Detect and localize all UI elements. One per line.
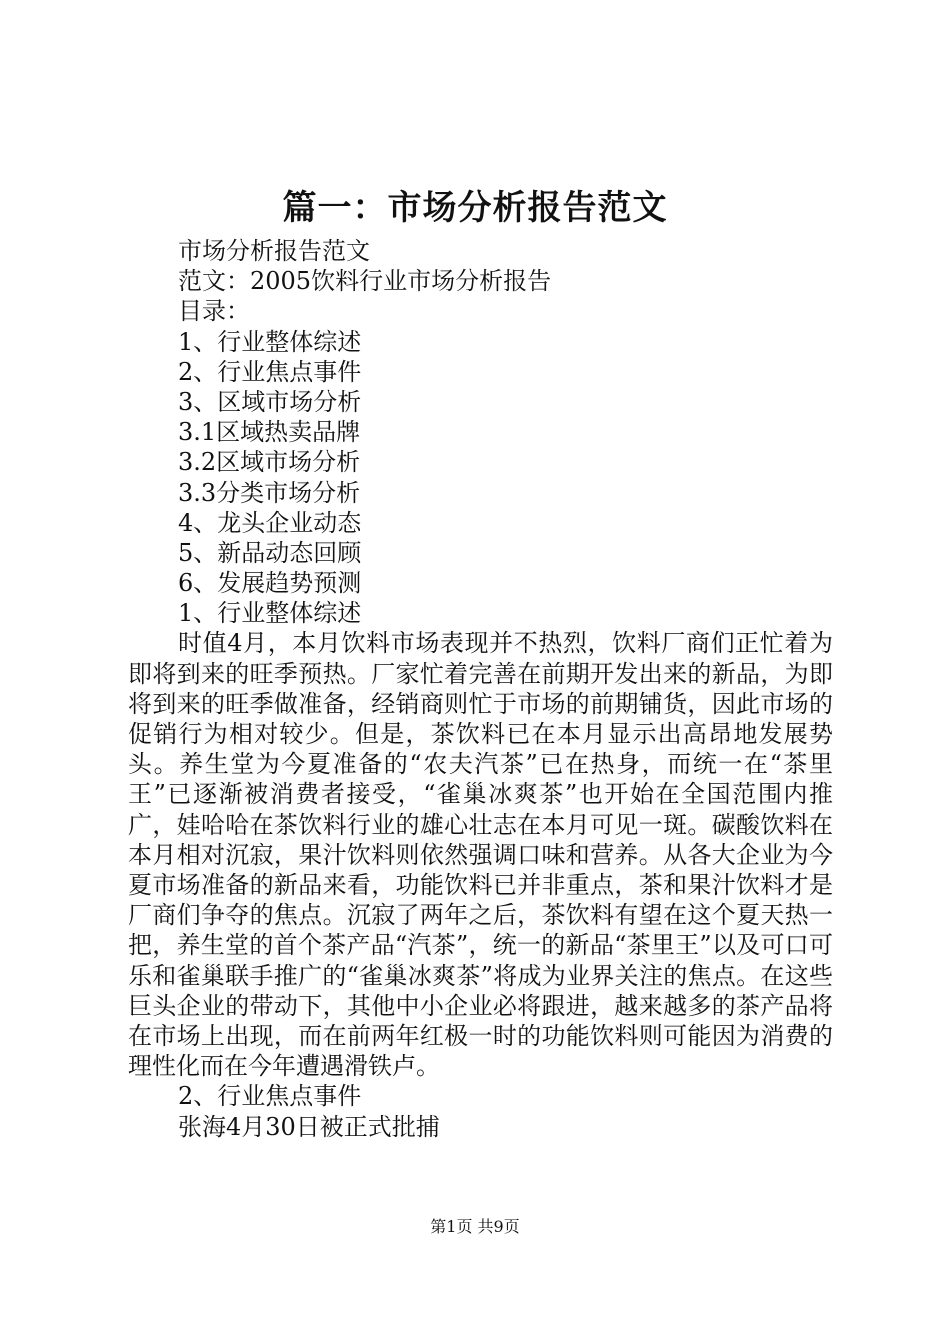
toc-item: 1、行业整体综述 xyxy=(178,327,362,356)
subtitle-line: 市场分析报告范文 xyxy=(178,237,370,265)
toc-item: 3.1区域热卖品牌 xyxy=(178,418,361,447)
body-paragraph: 时值4月，本月饮料市场表现并不热烈，饮料厂商们正忙着为即将到来的旺季预热。厂家忙着完善在前期开发出来的新品，为即将到来的旺季做准备，经销商则忙于市场的前期铺货，因此市场的促销行为相对较少。但是，茶饮料已在本月显示出高昂地发展势头。养生堂为今夏准备的“农夫汽茶”已在热身，而统一在“茶里王”已逐渐被消费者接受，“雀巢冰爽茶”也开始在全国范围内推广，娃哈哈在茶饮料行业的雄心壮志在本月可见一斑。碳酸饮料在本月相对沉寂，果汁饮料则依然强调口味和营养。从各大企业为今夏市场准备的新品来看，功能饮料已并非重点，茶和果汁饮料才是厂商们争夺的焦点。沉寂了两年之后，茶饮料有望在这个夏天热一把，养生堂的首个茶产品“汽茶”，统一的新品“茶里王”以及可口可乐和雀巢联手推广的“雀巢冰爽茶”将成为业界关注的焦点。在这些巨头企业的带动下，其他中小企业必将跟进，越来越多的茶产品将在市场上出现，而在前两年红极一时的功能饮料则可能因为消费的理性化而在今年遭遇滑铁卢。 xyxy=(128,629,833,1081)
sample-title-line: 范文：2005饮料行业市场分析报告 xyxy=(178,267,552,296)
body-line: 张海4月30日被正式批捕 xyxy=(178,1112,440,1141)
toc-item: 3.3分类市场分析 xyxy=(178,478,361,507)
toc-item: 2、行业焦点事件 xyxy=(178,357,362,386)
toc-item: 6、发展趋势预测 xyxy=(178,569,362,598)
document-body xyxy=(128,236,833,1142)
page-number: 第1页 共9页 xyxy=(430,1217,520,1236)
document-title: 篇一：市场分析报告范文 xyxy=(282,188,668,228)
section-heading: 1、行业整体综述 xyxy=(178,599,362,628)
toc-item: 3.2区域市场分析 xyxy=(178,448,361,477)
toc-item: 3、区域市场分析 xyxy=(178,387,362,416)
section-heading: 2、行业焦点事件 xyxy=(178,1082,362,1111)
toc-item: 5、新品动态回顾 xyxy=(178,538,362,567)
toc-heading: 目录： xyxy=(178,297,250,326)
toc-item: 4、龙头企业动态 xyxy=(178,508,362,537)
